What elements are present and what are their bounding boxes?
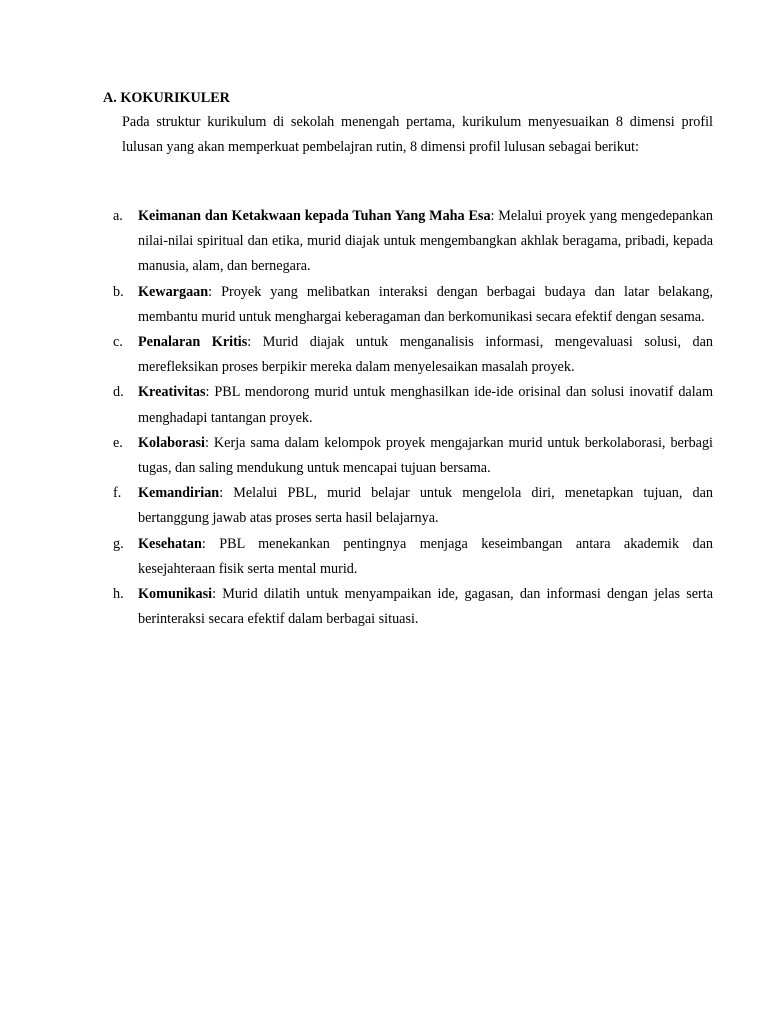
list-item xyxy=(0,431,713,481)
section-heading: A. KOKURIKULER xyxy=(103,90,230,106)
list-marker: h. xyxy=(113,586,124,603)
item-text: : Murid dilatih untuk menyampaikan ide, gagasan, dan informasi dengan jelas serta berinteraksi secara efektif dalam berbagai situasi. xyxy=(138,586,713,628)
item-term: Penalaran Kritis xyxy=(138,334,248,351)
item-term: Kesehatan xyxy=(138,535,202,552)
list-marker: f. xyxy=(113,485,122,502)
item-term: Keimanan dan Ketakwaan kepada Tuhan Yang Maha Esa xyxy=(138,208,491,224)
item-text: : Melalui PBL, murid belajar untuk mengelola diri, menetapkan tujuan, dan bertanggung jawab atas proses serta hasil belajarnya. xyxy=(138,485,713,527)
item-term: Komunikasi xyxy=(138,586,213,603)
intro-paragraph: Pada struktur kurikulum di sekolah menengah pertama, kurikulum menyesuaikan 8 dimensi profil lulusan yang akan memperkuat pembelajran rutin, 8 dimensi profil lulusan sebagai berikut: xyxy=(122,114,713,156)
list-marker: c. xyxy=(113,334,123,351)
item-term: Kemandirian xyxy=(138,485,220,502)
dimension-list xyxy=(0,204,768,632)
list-item xyxy=(0,280,713,330)
list-item xyxy=(0,380,713,430)
list-item xyxy=(0,204,713,280)
list-marker: e. xyxy=(113,434,123,451)
item-term: Kreativitas xyxy=(138,384,206,401)
list-item xyxy=(0,532,713,582)
list-item xyxy=(0,481,713,531)
item-term: Kolaborasi xyxy=(138,434,206,451)
list-item xyxy=(0,330,713,380)
item-text: : PBL menekankan pentingnya menjaga keseimbangan antara akademik dan kesejahteraan fisik serta mental murid. xyxy=(138,535,713,577)
list-marker: g. xyxy=(113,535,124,552)
list-marker: a. xyxy=(113,208,123,224)
list-marker: b. xyxy=(113,283,124,300)
list-marker: d. xyxy=(113,384,124,401)
item-text: : PBL mendorong murid untuk menghasilkan ide-ide orisinal dan solusi inovatif dalam menghadapi tantangan proyek. xyxy=(138,384,713,426)
item-text: : Murid diajak untuk menganalisis informasi, mengevaluasi solusi, dan merefleksikan proses berpikir mereka dalam menyelesaikan masalah proyek. xyxy=(138,334,713,376)
item-text: : Kerja sama dalam kelompok proyek mengajarkan murid untuk berkolaborasi, berbagi tugas, dan saling mendukung untuk mencapai tujuan bersama. xyxy=(138,434,713,477)
item-term: Kewargaan xyxy=(138,283,209,300)
item-text: : Melalui proyek yang mengedepankan nilai-nilai spiritual dan etika, murid diajak untuk mengembangkan akhlak beragama, pribadi, kepada manusia, alam, dan bernegara. xyxy=(138,208,713,275)
item-text: : Proyek yang melibatkan interaksi dengan berbagai budaya dan latar belakang, membantu murid untuk menghargai keberagaman dan berkomunikasi secara efektif dengan sesama. xyxy=(138,283,713,325)
list-item xyxy=(0,582,713,632)
